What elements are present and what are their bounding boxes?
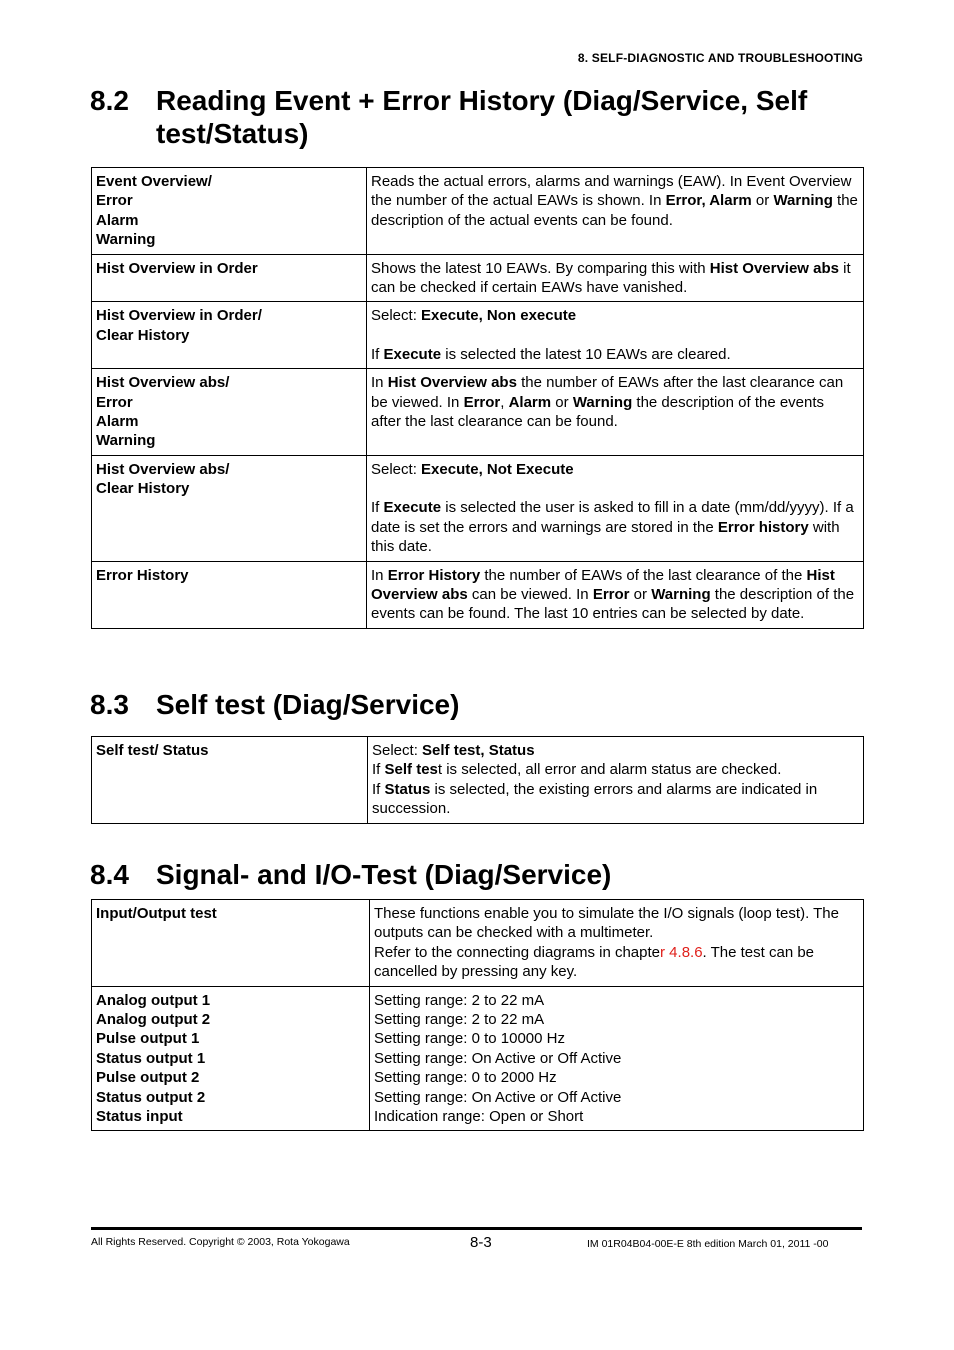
label-line: Error (96, 192, 133, 210)
section-heading-8-3 (90, 688, 459, 721)
label-line: Hist Overview abs/ (96, 460, 230, 478)
label-line: Status output 1 (96, 1049, 206, 1067)
io-test-table (91, 899, 864, 1131)
label-line: Event Overview/ (96, 173, 212, 190)
section-title: Signal- and I/O-Test (Diag/Service) (156, 859, 612, 890)
row-description: Shows the latest 10 EAWs. By comparing this with Hist Overview abs it can be checked if certain EAWs have vanished. (367, 254, 864, 302)
value-line: Setting range: On Active or Off Active (374, 1088, 622, 1106)
row-label (92, 455, 367, 561)
row-label (92, 302, 367, 369)
row-description: Select: Execute, Not Execute If Execute is selected the user is asked to fill in a date (mm/dd/yyyy). If a date is set the errors and warnings are stored in the Error history with this date. (367, 455, 864, 561)
row-description: Select: Self test, Status If Self test is selected, all error and alarm status are checked. If Status is selected, the existing errors and alarms are indicated in succession. (368, 737, 864, 824)
section-title: Self test (Diag/Service) (156, 689, 460, 720)
value-line: Setting range: 2 to 22 mA (374, 1011, 545, 1029)
value-line: Setting range: On Active or Off Active (374, 1049, 622, 1067)
row-label: Error History (92, 561, 367, 628)
section-number: 8.3 (90, 689, 129, 720)
label-line: Alarm (96, 413, 139, 431)
label-line: Error (96, 393, 133, 411)
page-number: 8-3 (470, 1234, 492, 1251)
footer-copyright: All Rights Reserved. Copyright © 2003, Rota Yokogawa (91, 1236, 350, 1248)
section-title-line-2: test/Status) (156, 118, 309, 149)
table-row (92, 369, 864, 456)
label-line: Pulse output 2 (96, 1069, 200, 1087)
table-row (92, 986, 864, 1131)
value-line: Setting range: 0 to 2000 Hz (374, 1069, 557, 1087)
table-row (92, 302, 864, 369)
row-label: Hist Overview in Order (92, 254, 367, 302)
table-row (92, 254, 864, 302)
table-row (92, 168, 864, 255)
row-description: In Error History the number of EAWs of the last clearance of the Hist Overview abs can be viewed. In Error or Warning the description of the events can be found. The last 10 entries can be selected by date. (367, 561, 864, 628)
section-heading-8-4 (90, 858, 611, 891)
label-line: Alarm (96, 211, 139, 229)
section-number: 8.2 (90, 85, 129, 116)
row-description: In Hist Overview abs the number of EAWs after the last clearance can be viewed. In Error, Alarm or Warning the description of the events after the last clearance can be found. (367, 369, 864, 456)
section-heading-8-2 (90, 84, 846, 150)
row-description (370, 986, 864, 1131)
label-line: Status output 2 (96, 1088, 206, 1106)
label-line: Status input (96, 1108, 183, 1126)
row-label: Input/Output test (92, 900, 370, 987)
self-test-table (91, 736, 864, 824)
row-label (92, 986, 370, 1131)
value-line: Setting range: 2 to 22 mA (374, 991, 545, 1009)
label-line: Analog output 2 (96, 1011, 211, 1029)
row-description: Select: Execute, Non execute If Execute is selected the latest 10 EAWs are cleared. (367, 302, 864, 369)
section-number: 8.4 (90, 859, 129, 890)
running-header: 8. SELF-DIAGNOSTIC AND TROUBLESHOOTING (577, 51, 863, 65)
document-id: IM 01R04B04-00E-E 8th edition March 01, 2011 -00 (587, 1238, 829, 1250)
row-label: Self test/ Status (92, 737, 368, 824)
label-line: Hist Overview abs/ (96, 374, 230, 392)
chapter-link[interactable]: r 4.8.6 (660, 943, 703, 961)
table-row (92, 561, 864, 628)
label-line: Warning (96, 432, 156, 450)
value-line: Setting range: 0 to 10000 Hz (374, 1030, 565, 1048)
row-label (92, 369, 367, 456)
event-history-table (91, 167, 864, 629)
label-line: Hist Overview in Order/ (96, 307, 262, 325)
table-row (92, 737, 864, 824)
table-row (92, 455, 864, 561)
label-line: Pulse output 1 (96, 1030, 200, 1048)
value-line: Indication range: Open or Short (374, 1108, 584, 1126)
label-line: Clear History (96, 480, 190, 498)
section-title-line-1: Reading Event + Error History (Diag/Service, Self (156, 85, 808, 116)
label-line: Analog output 1 (96, 991, 211, 1009)
row-description: Reads the actual errors, alarms and warnings (EAW). In Event Overview the number of the actual EAWs is shown. In Error, Alarm or Warning the description of the actual events can be found. (367, 168, 864, 255)
label-line: Clear History (96, 326, 190, 344)
footer-divider (91, 1227, 862, 1230)
row-label (92, 168, 367, 255)
table-row (92, 900, 864, 987)
row-description: These functions enable you to simulate the I/O signals (loop test). The outputs can be checked with a multimeter. Refer to the connecting diagrams in chapter 4.8.6. The test can be cancelled by pressing any key. (370, 900, 864, 987)
label-line: Warning (96, 231, 156, 249)
